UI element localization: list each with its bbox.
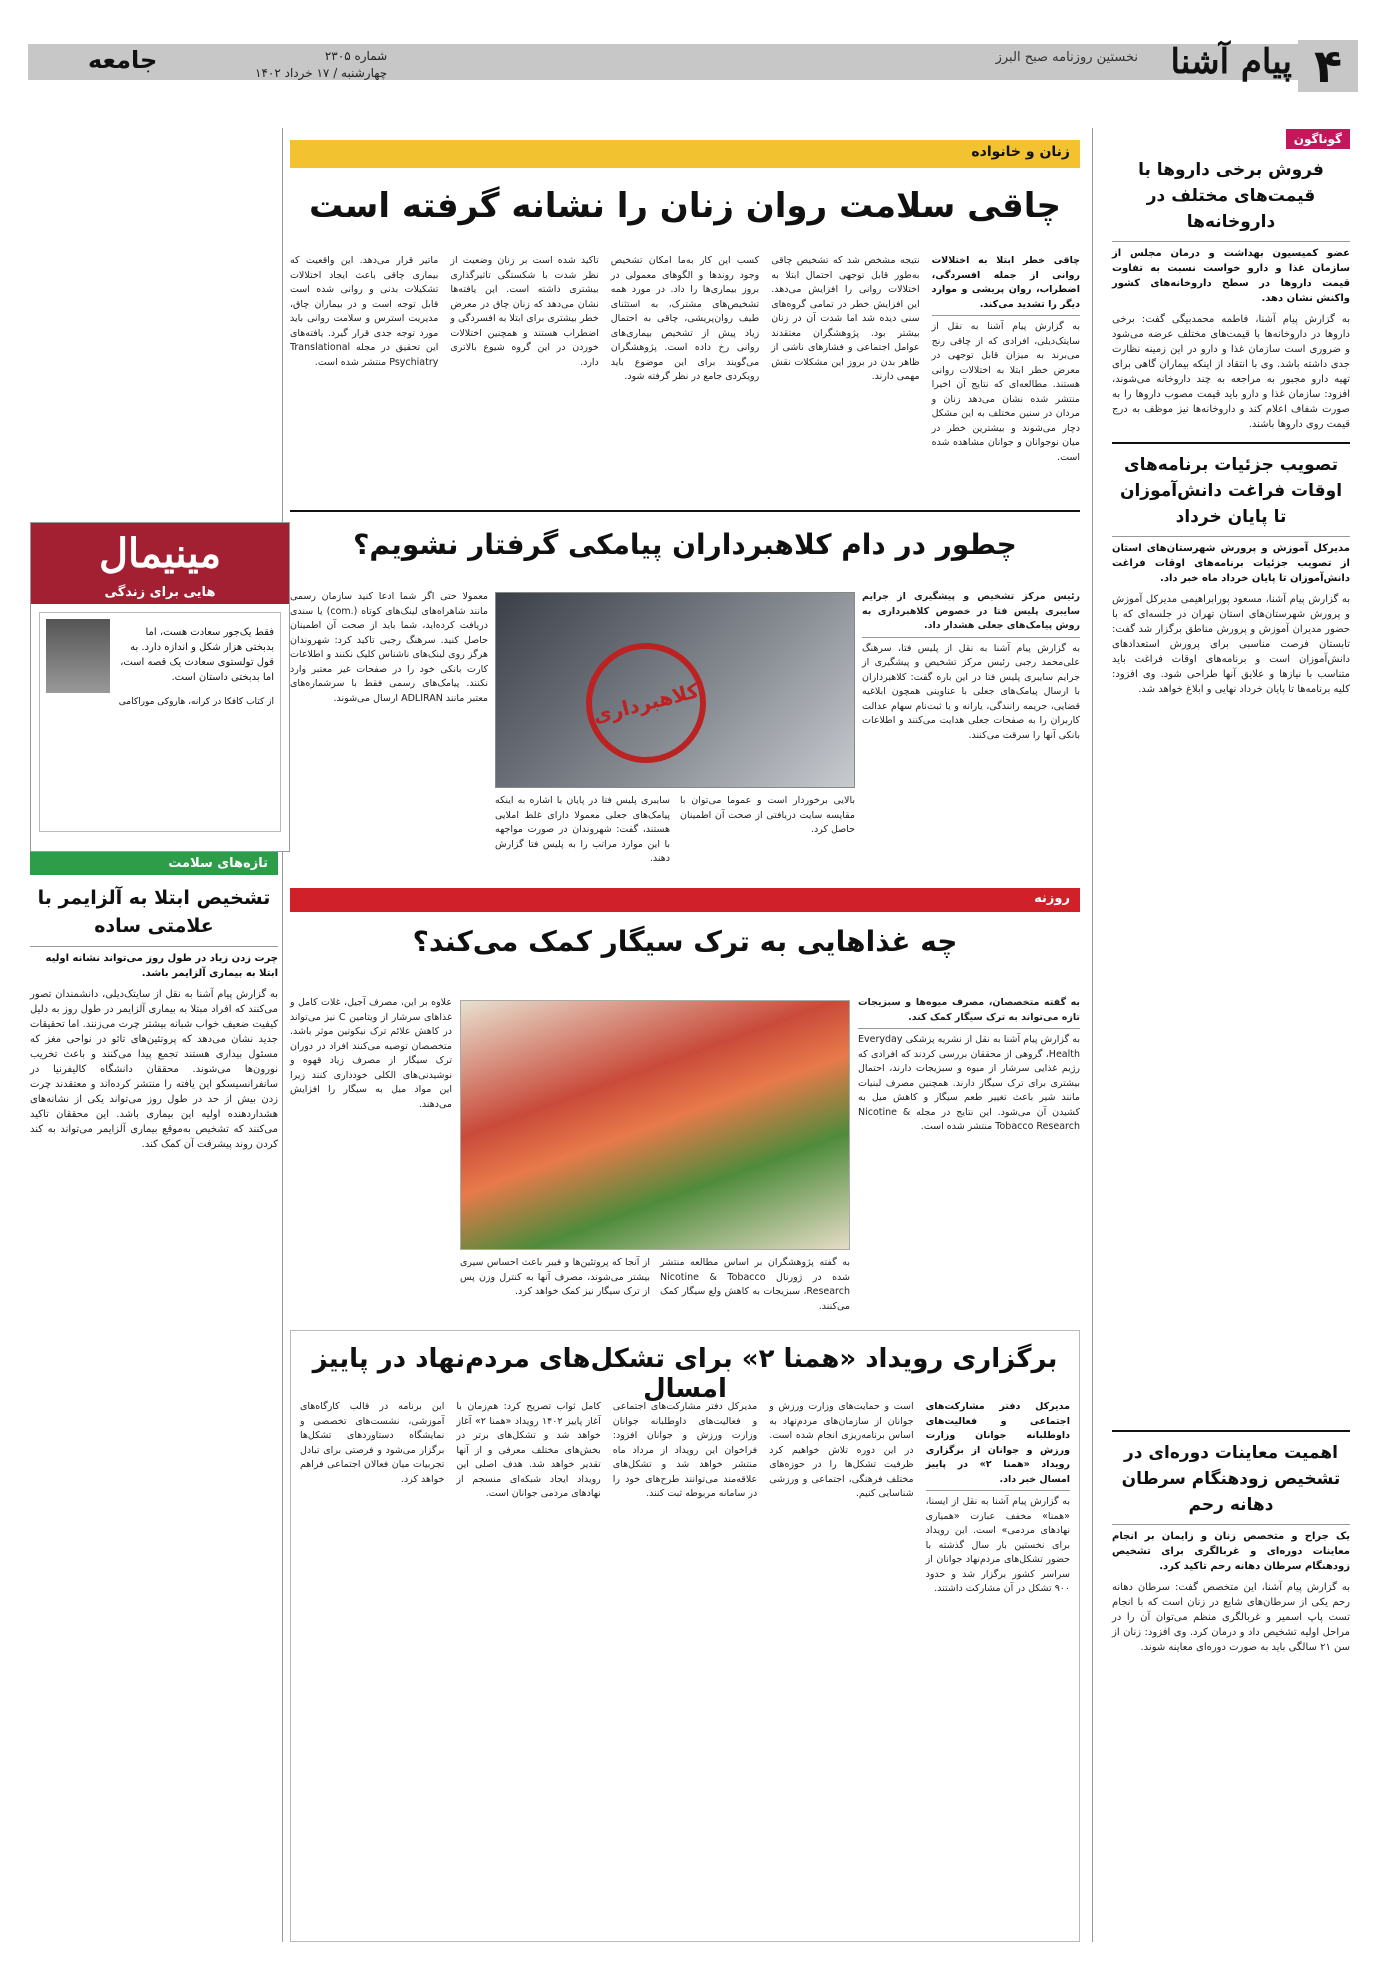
ad-quote: فقط یک‌جور سعادت هست، اما بدبختی هزار شکل و اندازه دارد. به قول تولستوی سعادت یک قصه است، اما بدبختی داستان است. — [120, 627, 274, 683]
issue-info — [255, 48, 387, 82]
article-4-headline: برگزاری رویداد «همنا ۲» برای تشکل‌های مردم‌نهاد در پاییز امسال — [312, 1344, 1058, 1404]
article-3-right-column — [858, 996, 1080, 1135]
article-4-body — [300, 1400, 1070, 1597]
article-1-lead: چاقی خطر ابتلا به اختلالات روانی از جمله افسردگی، اضطراب، روان پریشی و موارد دیگر را تشدید می‌کند. — [932, 254, 1080, 316]
minimal-ad — [30, 522, 290, 852]
tagline: نخستین روزنامه صبح البرز — [995, 50, 1138, 65]
article-4-text: به گزارش پیام آشنا به نقل از ایسنا، «همنا» مخفف عبارت «همیاری نهادهای مردمی» است. این رویداد برای نخستین بار سال گذشته با حضور تشکل‌های مردم‌نهاد جوانان از سراسر کشور برگزار شد و حدود ۹۰۰ تشکل در آن مشارکت داشتند. — [925, 1496, 1070, 1594]
right-sidebar — [1112, 128, 1350, 697]
article-4-column: مدیرکل دفتر مشارکت‌های اجتماعی و فعالیت‌های داوطلبانه جوانان وزارت ورزش و جوانان افزود: فراخوان این رویداد از مرداد ماه منتشر خواهد شد و تشکل‌های علاقه‌مند می‌توانند طرح‌های خود را در سامانه مربوطه ثبت کنند. — [612, 1401, 758, 1499]
article-2-column: سایبری پلیس فتا در پایان با اشاره به اینکه پیامک‌های جعلی معمولا دارای غلط املایی هستند، گفت: شهروندان در صورت مواجهه با این موارد مراتب را به پلیس فتا گزارش دهند. — [495, 795, 670, 864]
article-1-column: نتیجه مشخص شد که تشخیص چاقی به‌طور قابل توجهی احتمال ابتلا به اختلالات روانی را افزایش می‌دهد. این افزایش خطر در تمامی گروه‌های سنی دیده شد اما شدت آن در زنان بیشتر بود. پژوهشگران معتقدند عوامل اجتماعی و فشارهای ناشی از ظاهر بدن در بروز این مشکلات نقش مهمی دارند. — [771, 255, 920, 382]
article-1-column — [932, 254, 1080, 465]
article-4-lead: مدیرکل دفتر مشارکت‌های اجتماعی و فعالیت‌های داوطلبانه جوانان وزارت ورزش و جوانان از برگزاری رویداد «همنا ۲» در پاییز امسال خبر داد. — [926, 1400, 1070, 1491]
category-bar-women-family — [290, 140, 1080, 168]
newspaper-logo — [1142, 40, 1292, 100]
health-lead: چرت زدن زیاد در طول روز می‌تواند نشانه اولیه ابتلا به بیماری آلزایمر باشد. — [30, 946, 278, 981]
health-news-label: تازه‌های سلامت — [30, 852, 278, 875]
ad-card — [39, 612, 281, 832]
article-3-column: به گفته پژوهشگران بر اساس مطالعه منتشر شده در ژورنال Nicotine & Tobacco Research، سبزیجات به کاهش ولع سیگار کمک می‌کنند. — [660, 1257, 850, 1312]
article-2-right-column — [862, 590, 1080, 743]
article-2-text: به گزارش پیام آشنا به نقل از پلیس فتا، سرهنگ علی‌محمد رجبی رئیس مرکز تشخیص و پیشگیری از جرایم سایبری پلیس فتا در این باره گفت: کلاهبرداران با ارسال پیامک‌های جعلی با عناوینی همچون ابلاغیه قضایی، جریمه رانندگی، یارانه و یا ثبت‌نام سهام عدالت کاربران را به صفحات جعلی هدایت می‌کنند و اطلاعات بانکی آنها را سرقت می‌کنند. — [862, 642, 1080, 741]
sidebar-headline-3: اهمیت معاینات دوره‌ای در تشخیص زودهنگام سرطان دهانه رحم — [1121, 1443, 1341, 1515]
sidebar-headline-2: تصویب جزئیات برنامه‌های اوقات فراغت دانش‌آموزان تا پایان خرداد — [1119, 455, 1343, 527]
article-2-left-column: معمولا حتی اگر شما ادعا کنید سازمان رسمی مانند شاهراه‌های لینک‌های کوتاه (.com) یا سندی دریافت کرده‌اید، شما باید از صحت آن اطمینان حاصل کنید. سرهنگ رجبی تاکید کرد: شهروندان هرگز روی لینک‌های ناشناس کلیک نکنند و اطلاعات کارت بانکی خود را در صفحات غیر معتبر وارد نکنند. پیامک‌های رسمی فقط با سرشماره‌های معتبر مانند ADLIRAN ارسال می‌شوند. — [290, 591, 488, 704]
category-label: روزنه — [1034, 891, 1070, 906]
sidebar-category-label: گوناگون — [1286, 129, 1350, 149]
sidebar-body-2: به گزارش پیام آشنا، مسعود پورابراهیمی مدیرکل آموزش و پرورش شهرستان‌های استان تهران در جلسه‌ای که با حضور مدیران آموزش و پرورش مناطق برگزار شد گفت: تابستان فرصت مناسبی برای پرورش استعدادهای دانش‌آموزان است و برنامه‌های اوقات فراغت باید متناسب با نیازها و علایق آنها طراحی شود. وی افزود: کلیه برنامه‌ها تا پایان خرداد نهایی و ابلاغ خواهد شد. — [1112, 594, 1350, 695]
article-1-text: به گزارش پیام آشنا به نقل از سایتک‌دیلی، افرادی که از چاقی رنج می‌برند به میزان قابل توجهی در معرض خطر ابتلا به اختلالات روانی هستند. مطالعه‌ای که نتایج آن اخیرا منتشر شده نشان می‌دهد زنان و مردان در سنین مختلف به این مشکل دچار می‌شوند و بیشترین خطر در میان نوجوانان و جوانان مشاهده شده است. — [931, 321, 1080, 463]
category-bar-rozaneh — [290, 888, 1080, 912]
article-2-bottom — [495, 794, 855, 867]
issue-date: چهارشنبه / ۱۷ خرداد ۱۴۰۲ — [255, 66, 388, 80]
article-2-lead: رئیس مرکز تشخیص و پیشگیری از جرایم سایبری پلیس فتا در خصوص کلاهبرداری به روش پیامک‌های جعلی هشدار داد. — [862, 590, 1080, 638]
article-3-bottom — [460, 1256, 850, 1314]
divider — [1112, 442, 1350, 444]
sidebar-lead-3: یک جراح و متخصص زنان و زایمان بر انجام معاینات دوره‌ای و غربالگری برای تشخیص زودهنگام سرطان دهانه رحم تاکید کرد. — [1112, 1524, 1350, 1574]
article-1-headline: چاقی سلامت روان زنان را نشانه گرفته است — [308, 186, 1062, 226]
article-3-text: به گزارش پیام آشنا به نقل از نشریه پزشکی Everyday Health، گروهی از محققان بررسی کردند که افرادی که رژیم غذایی سرشار از میوه و سبزیجات دارند، احتمال بیشتری برای ترک سیگار دارند. همچنین مصرف لبنیات مانند شیر باعث تغییر طعم سیگار و کاهش میل به کشیدن آن می‌شود. این نتایج در مجله Nicotine & Tobacco Research منتشر شده است. — [858, 1034, 1080, 1132]
section-title: جامعه — [88, 46, 158, 74]
divider — [290, 510, 1080, 512]
divider — [1112, 1430, 1350, 1432]
article-4-column — [926, 1400, 1070, 1597]
sidebar-lead-1: عضو کمیسیون بهداشت و درمان مجلس از سازمان غذا و دارو خواست نسبت به تفاوت قیمت داروها در سطح داروخانه‌های کشور واکنش نشان دهد. — [1112, 241, 1350, 306]
article-3-headline: چه غذاهایی به ترک سیگار کمک می‌کند؟ — [412, 925, 958, 958]
article-2-headline: چطور در دام کلاهبرداران پیامکی گرفتار نشویم؟ — [353, 528, 1017, 561]
sidebar-lead-2: مدیرکل آموزش و پرورش شهرستان‌های استان از تصویب جزئیات برنامه‌های اوقات فراغت دانش‌آموزان تا پایان خرداد ماه خبر داد. — [1112, 536, 1350, 586]
phone-scam-photo — [495, 592, 855, 788]
article-2-column: بالایی برخوردار است و عموما می‌توان با مقایسه سایت دریافتی از صحت آن اطمینان حاصل کرد. — [680, 795, 855, 835]
article-1-column: کسب این کار به‌ما امکان تشخیص وجود روندها و الگوهای معمولی در بروز بیماری‌ها را داد. در مورد همه تشخیص‌های مشترک، به استثنای طیف روان‌پریشی، چاقی به احتمال زیاد پیش از تشخیص بیماری‌های روانی رخ داده است. پژوهشگران می‌گویند برای این موضوع باید رویکردی جامع در نظر گرفته شود. — [610, 255, 760, 382]
masthead — [0, 0, 1378, 112]
health-headline: تشخیص ابتلا به آلزایمر با علامتی ساده — [37, 887, 271, 937]
article-3-left-column: علاوه بر این، مصرف آجیل، غلات کامل و غذاهای سرشار از ویتامین C نیز می‌تواند در کاهش علائم ترک نیکوتین موثر باشد. متخصصان توصیه می‌کنند افراد در دوران ترک سیگار از مصرف زیاد قهوه و نوشیدنی‌های الکلی خودداری کنند زیرا این مواد میل به سیگار را افزایش می‌دهند. — [290, 997, 452, 1110]
scam-stamp: کلاهبرداری — [573, 630, 718, 775]
ad-subtitle: هایی برای زندگی — [31, 585, 289, 604]
sidebar-headline-1: فروش برخی داروها با قیمت‌های مختلف در داروخانه‌ها — [1138, 160, 1324, 232]
article-3-column: از آنجا که پروتئین‌ها و فیبر باعث احساس سیری بیشتر می‌شوند، مصرف آنها به کنترل وزن پس از ترک سیگار نیز کمک خواهد کرد. — [460, 1257, 650, 1297]
page-number: ۴ — [1298, 40, 1358, 92]
logo-text: پیام آشنا — [1170, 42, 1292, 82]
article-4-column: است و حمایت‌های وزارت ورزش و جوانان از سازمان‌های مردم‌نهاد به اساس برنامه‌ریزی انجام شده است. در این دوره تلاش خواهیم کرد ظرفیت تشکل‌ها را در حوزه‌های مختلف فرهنگی، اجتماعی و ورزشی شناسایی کنیم. — [769, 1401, 914, 1499]
column-rule — [282, 128, 283, 1942]
column-rule — [1092, 128, 1093, 1942]
article-3-lead: به گفته متخصصان، مصرف میوه‌ها و سبزیجات تازه می‌تواند به ترک سیگار کمک کند. — [858, 996, 1080, 1029]
article-1-body — [290, 254, 1080, 465]
article-4-column: کامل ثواب تصریح کرد: هم‌زمان با آغاز پاییز ۱۴۰۲ رویداد «همنا ۲» آغاز خواهد شد و تشکل‌های برتر در بخش‌های مختلف معرفی و از آنها تقدیر خواهد شد. هدف اصلی این رویداد ایجاد شبکه‌ای منسجم از نهادهای مردمی جوانان است. — [456, 1401, 601, 1499]
author-photo — [46, 619, 110, 693]
sidebar-body-3: به گزارش پیام آشنا، این متخصص گفت: سرطان دهانه رحم یکی از سرطان‌های شایع در زنان است که با انجام تست پاپ اسمیر و غربالگری منظم می‌توان آن را در مراحل اولیه تشخیص داد و درمان کرد. وی افزود: زنان از سن ۲۱ سالگی باید به صورت دوره‌ای معاینه شوند. — [1112, 1582, 1350, 1653]
sidebar-article-3 — [1112, 1420, 1350, 1655]
healthy-food-photo — [460, 1000, 850, 1250]
ad-source: از کتاب کافکا در کرانه، هاروکی موراکامی — [118, 697, 274, 707]
issue-number: شماره ۲۳۰۵ — [324, 49, 388, 63]
category-label: زنان و خانواده — [971, 144, 1070, 160]
article-4-column: این برنامه در قالب کارگاه‌های آموزشی، نشست‌های تخصصی و نمایشگاه دستاوردهای تشکل‌ها برگزار می‌شود و فرصتی برای تبادل تجربیات میان فعالان اجتماعی فراهم خواهد کرد. — [299, 1401, 445, 1485]
health-body: به گزارش پیام آشنا به نقل از سایتک‌دیلی، دانشمندان تصور می‌کنند که افراد مبتلا به بیماری آلزایمر در طول روز به دلیل کیفیت ضعیف خواب شبانه بیشتر چرت می‌زنند. اما تحقیقات جدید نشان می‌دهد که پروتئین‌های تائو در نواحی مغز که مسئول بیداری هستند تجمع پیدا می‌کنند و باعث تخریب نورون‌ها می‌شوند. محققان دانشگاه کالیفرنیا در سانفرانسیسکو این یافته را منتشر کرده‌اند و معتقدند چرت زدن بیش از حد در طول روز می‌تواند یکی از نشانه‌های هشداردهنده اولیه این بیماری باشد. این محققان تاکید می‌کنند که تشخیص به‌موقع بیماری آلزایمر می‌تواند به کند کردن روند پیشرفت آن کمک کند. — [30, 989, 278, 1150]
ad-title: مینیمال — [31, 523, 289, 585]
health-article — [30, 884, 278, 1152]
article-1-column: تاکید شده است بر زنان وضعیت از نظر شدت با شکستگی تاثیرگذاری بیشتری داشته است. این یافته‌ها نشان می‌دهد که زنان چاق در معرض خطر بیشتری برای ابتلا به افسردگی و اضطراب هستند و همچنین اختلالات خوردن در این گروه شیوع بالاتری دارد. — [450, 255, 599, 368]
article-1-column: ماتیر قرار می‌دهد. این واقعیت که بیماری چاقی باعث ایجاد اختلالات تشکیلات بدنی و روانی شده است قابل توجه است و در بیماران چاق، مدیریت استرس و سلامت روانی باید مورد توجه جدی قرار گیرد. یافته‌های این تحقیق در مجله Translational Psychiatry منتشر شده است. — [289, 255, 439, 368]
sidebar-body-1: به گزارش پیام آشنا، فاطمه محمدبیگی گفت: برخی داروها در داروخانه‌ها با قیمت‌های مختلف عرضه می‌شود و ضروری است سازمان غذا و دارو در این زمینه نظارت جدی داشته باشد. وی با انتقاد از اینکه بیماران گاهی برای تهیه دارو مجبور به مراجعه به چند داروخانه می‌شوند، افزود: سازمان غذا و دارو باید قیمت مصوب داروها را به صورت شفاف اعلام کند و داروخانه‌ها نیز موظف به درج قیمت روی داروها باشند. — [1112, 314, 1350, 430]
